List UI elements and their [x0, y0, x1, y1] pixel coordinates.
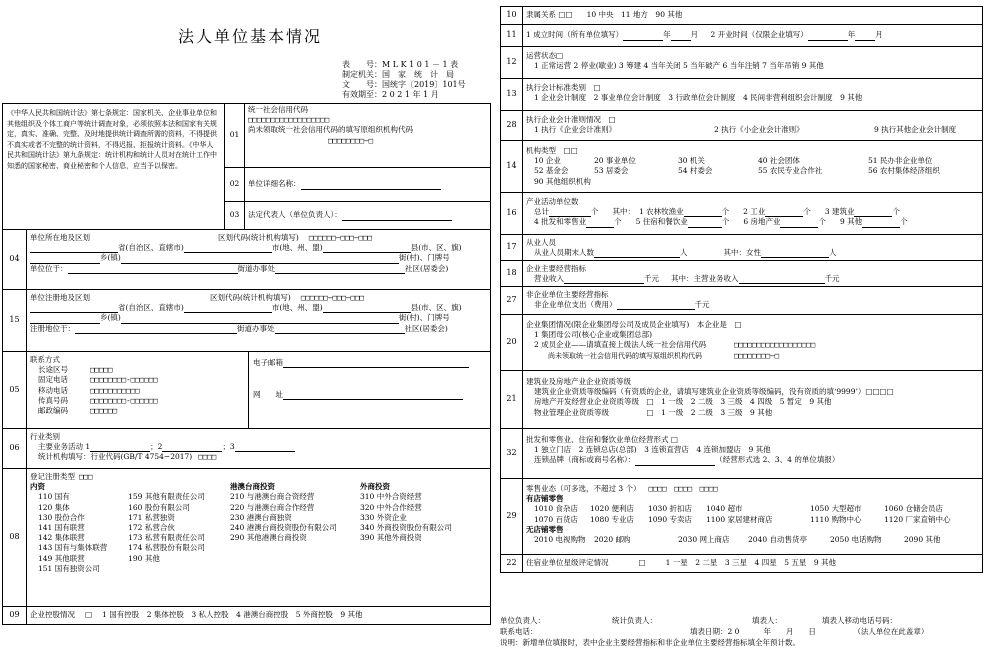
org-type-option: 20 事业单位: [594, 156, 636, 166]
industry-option: 2 工业: [743, 207, 766, 217]
holding-box[interactable]: □: [85, 610, 93, 620]
reg-type-option: 240 港澳台商投资股份有限公司: [230, 523, 337, 533]
industry-option: 3 建筑业: [824, 207, 855, 217]
meta-line: 表 号：M L K 1 0 1 － 1 表: [342, 60, 459, 69]
row-number: 02: [225, 168, 245, 202]
activity-units-cell: [523, 193, 983, 235]
unit-label: 个: [892, 207, 900, 217]
accounting-rules-option: 9 执行其他企业会计制度: [874, 125, 957, 135]
reg-province-label: 省(自治区、直辖市): [118, 303, 184, 313]
location-label: 单位所在地及区划: [30, 233, 90, 242]
reg-type-option: 330 外资企业: [360, 512, 407, 522]
business-form-options: 1 独立门店 2 连锁总店(总部) 3 连锁直营店 4 连锁加盟店 9 其他: [534, 445, 771, 455]
affiliation-cell: [523, 7, 983, 25]
reg-type-option: 120 集体: [38, 502, 70, 512]
county-field[interactable]: [323, 244, 411, 253]
county-label: 县(市、区、旗): [410, 243, 462, 253]
legal-rep-field[interactable]: [342, 212, 452, 221]
org-type-option: 51 民办非企业单位: [868, 156, 933, 166]
unit-name-cell: [245, 168, 491, 202]
domestic-heading: 内资: [30, 482, 45, 492]
business-form-label[interactable]: 批发和零售业、住宿和餐饮业单位经营形式 □: [526, 435, 678, 444]
postcode-boxes[interactable]: □□□□□□: [90, 406, 118, 416]
holding-label: 企业控股情况: [30, 610, 75, 620]
founding-time-cell: [523, 25, 983, 47]
reg-type-option: 230 港澳台商独资: [230, 512, 292, 522]
activity-3-label: ；3: [222, 442, 235, 452]
affiliation-label[interactable]: 隶属关系 □□: [526, 10, 573, 20]
meta-line: 有效期至：2 0 2 1 年 1 月: [342, 90, 439, 99]
industry-cell: [27, 429, 491, 469]
female-field[interactable]: [761, 249, 829, 258]
retail-option: 1110 购物中心: [810, 514, 862, 524]
registration-type-cell: [27, 469, 491, 607]
operation-status-label[interactable]: 运营状态□: [526, 51, 564, 60]
reg-town-label: 乡(镇): [100, 313, 121, 323]
reg-subdistrict-field[interactable]: [75, 325, 237, 334]
left-form-table-lower: [2, 229, 491, 625]
group-option: 1 集团母公司(核心企业或集团总部): [534, 330, 653, 340]
accounting-rules-label[interactable]: 执行企业会计准则情况 □: [526, 115, 616, 124]
reg-region-code-label: 区划代码(统计机构填写): [210, 293, 291, 302]
retail-option: 1100 家居建材商店: [706, 514, 773, 524]
brand-field[interactable]: [635, 457, 715, 466]
group-cell: [523, 315, 983, 371]
email-label: 电子邮箱: [253, 358, 283, 367]
subdistrict-label: 街道办事处: [237, 263, 275, 273]
contact-label: 联系方式: [30, 355, 60, 364]
row-number: 12: [501, 47, 523, 79]
hk-macao-taiwan-heading: 港澳台商投资: [230, 482, 275, 492]
activity-units-label: 产业活动单位数: [526, 197, 579, 206]
industry-label: 行业类别: [30, 432, 60, 441]
row-number: 20: [501, 315, 523, 371]
industry-count-field[interactable]: [780, 219, 818, 228]
parent-credit-code-boxes[interactable]: □□□□□□□□□□□□□□□□□□: [734, 340, 816, 350]
reg-type-option: 172 私营合伙: [128, 523, 175, 533]
filler-mobile-label: 填表人移动电话号码：: [822, 616, 897, 625]
year-label: 年: [663, 30, 671, 40]
row-number: 04: [3, 230, 27, 290]
industry-count-field[interactable]: [862, 219, 900, 228]
group-option: 2 成员企业——请填直接上级法人统一社会信用代码: [534, 340, 707, 350]
email-field[interactable]: [283, 359, 469, 368]
foreign-heading: 外商投资: [360, 482, 390, 492]
female-label: 其中：女性: [723, 248, 761, 258]
holding-cell: [27, 607, 491, 625]
opening-year-field[interactable]: [808, 32, 848, 41]
unit-label: 个: [721, 207, 730, 217]
reg-town-field[interactable]: [30, 315, 100, 324]
row-number: 16: [501, 193, 523, 235]
industry-option: 5 住宿和餐饮业: [635, 217, 688, 227]
reg-type-option: 174 私营股份有限公司: [128, 543, 205, 553]
non-store-retail-heading: 无店铺零售: [526, 524, 564, 534]
org-type-option: 10 企业: [534, 156, 561, 166]
reg-community-field[interactable]: [275, 325, 405, 334]
unit-label: 个: [591, 207, 599, 217]
main-revenue-field[interactable]: [739, 275, 825, 284]
parent-org-code-boxes[interactable]: □□□□□□□□—□: [734, 350, 780, 360]
reg-subdistrict-label: 街道办事处: [237, 323, 275, 333]
construction-qualification[interactable]: 建筑业企业资质等级编码（有资质的企业，请填写建筑业企业资质等级编码，没有资质的填‘9999’）□□□□: [534, 387, 894, 397]
row-number: 05: [3, 352, 27, 429]
of-which-label: 其中：: [612, 207, 635, 217]
mobile-boxes[interactable]: □□□□□□□□□□□: [90, 385, 140, 395]
community-field[interactable]: [275, 265, 405, 274]
street-field[interactable]: [121, 255, 399, 264]
street-label: 街(村)、门牌号: [398, 253, 450, 263]
registered-location-cell: [27, 290, 491, 352]
row-number: 17: [501, 235, 523, 261]
industry-count-field[interactable]: [688, 219, 722, 228]
unit-name-field[interactable]: [301, 181, 441, 190]
city-field[interactable]: [184, 244, 272, 253]
row-number: 14: [501, 141, 523, 193]
month-label: 月: [875, 30, 883, 40]
area-code-boxes[interactable]: □□□□□: [90, 365, 113, 375]
non-enterprise-label: 非企业单位主要经营指标: [526, 290, 609, 299]
reg-type-option: 220 与港澳台商合作经营: [230, 502, 315, 512]
reg-street-field[interactable]: [121, 315, 399, 324]
unit-head-label: 单位负责人：: [500, 616, 545, 625]
industry-code-label: 统计机构填写：行业代码(GB/T 4754−2017): [38, 452, 193, 462]
region-code-boxes[interactable]: □□□□□□—□□□—□□□: [308, 233, 373, 242]
reg-type-option: 310 中外合资经营: [360, 492, 422, 502]
reg-type-option: 110 国有: [38, 492, 70, 502]
row-number: 06: [3, 429, 27, 469]
area-code-label: 长途区号: [38, 365, 68, 375]
affiliation-options: 10 中央 11 地方 90 其他: [586, 10, 683, 20]
row-number: 01: [225, 104, 245, 168]
industry-option: 4 批发和零售业: [534, 217, 587, 227]
reg-region-code-boxes[interactable]: □□□□□□—□□□—□□□: [300, 293, 365, 302]
retail-option: 1090 专卖店: [648, 514, 692, 524]
founding-year-field[interactable]: [623, 32, 663, 41]
unit-label: 千元: [824, 274, 840, 284]
industry-option: 9 其他: [839, 217, 863, 227]
retail-option: 1010 食杂店: [534, 504, 578, 514]
retail-option: 1120 厂家直销中心: [884, 514, 951, 524]
signature-line: [500, 616, 982, 626]
legal-rep-label: 法定代表人（单位负责人）：: [248, 210, 342, 220]
website-field[interactable]: [283, 391, 463, 400]
reg-county-field[interactable]: [323, 304, 411, 313]
unit-label: 个: [721, 217, 730, 227]
credit-code-cell: [245, 104, 491, 168]
row-number: 09: [3, 607, 27, 625]
statistics-law-notice: 《中华人民共和国统计法》第七条规定：国家机关、企业事业单位和其他组织及个体工商户等统计调查对象，必须依照本法和国家有关规定，真实、准确、完整、及时地提供统计调查所需的资料，不得提供不真实或者不完整的统计资料，不得迟报、拒报统计资料。《中华人民共和国统计法》第九条规定：统计机构和统计人员对在统计工作中知悉的国家秘密、商业秘密和个人信息，应当予以保密。: [3, 104, 225, 230]
row-number: 18: [501, 261, 523, 287]
legal-rep-cell: [245, 202, 491, 230]
reg-type-option: 290 其他港澳台商投资: [230, 533, 307, 543]
mobile-label: 移动电话: [38, 385, 68, 395]
retail-format-cell: [523, 479, 983, 555]
org-type-cell: [523, 141, 983, 193]
accounting-rules-option: 2 执行《小企业会计准则》: [714, 125, 804, 135]
row-number: 27: [501, 287, 523, 315]
reg-type-option: 210 与港澳台商合资经营: [230, 492, 315, 502]
row-number: 13: [501, 79, 523, 111]
reg-type-option: 130 股份合作: [38, 512, 85, 522]
retail-option: 2030 网上商店: [678, 535, 730, 545]
reg-type-option: 159 其他有限责任公司: [128, 492, 205, 502]
star-rating-cell: [523, 555, 983, 573]
org-type-option: 90 其他组织机构: [534, 176, 591, 186]
region-code-label: 区划代码(统计机构填写): [218, 233, 299, 242]
filler-label: 填表人：: [752, 616, 782, 625]
page-title: 法人单位基本情况: [177, 27, 322, 46]
fax-boxes[interactable]: □□□□□□□□-□□□□□□: [90, 395, 158, 405]
reg-type-option: 143 国有与集体联营: [38, 543, 108, 553]
org-type-option: 54 村委会: [678, 166, 713, 176]
retail-format-boxes[interactable]: □□□□ □□□□ □□□□: [648, 484, 718, 493]
unit-name-label: 单位详细名称：: [248, 179, 301, 189]
unit-label: 千元: [644, 274, 659, 284]
employees-cell: [523, 235, 983, 261]
employees-label: 从业人员: [526, 238, 556, 247]
qualification-cell: [523, 371, 983, 429]
reg-type-option: 173 私营有限责任公司: [128, 533, 205, 543]
industry-code-boxes[interactable]: □□□□: [198, 452, 217, 462]
retail-option: 1050 大型超市: [810, 504, 862, 514]
phone-label: 固定电话: [38, 375, 68, 385]
retail-option: 2020 邮购: [594, 535, 631, 545]
org-type-option: 52 基金会: [534, 166, 569, 176]
retail-option: 1080 专业店: [590, 514, 634, 524]
opening-label: 2 开业时间（仅限企业填写）: [710, 30, 808, 40]
located-label: 单位位于：: [30, 263, 68, 273]
town-field[interactable]: [30, 255, 100, 264]
org-type-option: 40 社会团体: [758, 156, 800, 166]
reg-located-label: 注册地位于：: [30, 323, 75, 333]
row-number: 11: [501, 25, 523, 47]
subdistrict-field[interactable]: [68, 265, 238, 274]
org-type-option: 55 农民专业合作社: [758, 166, 823, 176]
org-type-option: 53 居委会: [594, 166, 629, 176]
postcode-label: 邮政编码: [38, 406, 68, 416]
reg-type-label: 登记注册类型: [30, 472, 75, 481]
stats-head-label: 统计负责人：: [612, 616, 657, 625]
accounting-standard-cell: [523, 79, 983, 111]
unit-label: 千元: [694, 300, 710, 310]
holding-options: 1 国有控股 2 集体控股 3 私人控股 4 港澳台商控股 5 外商控股 9 其他: [102, 610, 363, 620]
row-number: 15: [3, 290, 27, 352]
operation-status-cell: [523, 47, 983, 79]
location-cell: [27, 230, 491, 290]
row-number: 08: [3, 469, 27, 607]
meta-line: 制定机关：国 家 统 计 局: [342, 70, 454, 79]
group-label[interactable]: 企业集团情况(限企业集团母公司及成员企业填写) 本企业是 □: [526, 320, 742, 329]
employees-field[interactable]: [594, 249, 680, 258]
contact-phone-label: 联系电话：: [500, 627, 538, 636]
revenue-field[interactable]: [564, 275, 644, 284]
revenue-label: 营业收入: [534, 274, 564, 284]
retail-format-label: 零售业态（可多选，不超过 3 个）: [526, 484, 641, 493]
brand-label: 连锁品牌（商标或商号名称）：: [534, 455, 636, 465]
business-indicators-label: 企业主要经营指标: [526, 264, 586, 273]
unit-label: 个: [818, 217, 826, 227]
contact-date-line: [500, 627, 982, 637]
non-enterprise-cell: [523, 287, 983, 315]
unit-label: 个: [900, 217, 908, 227]
industry-option: 6 房地产业: [743, 217, 781, 227]
reg-type-option: 390 其他外商投资: [360, 533, 422, 543]
unit-label: 个: [614, 217, 622, 227]
fill-date-label: 填表日期：2 0: [690, 627, 740, 636]
reg-location-label: 单位注册地及区划: [30, 293, 90, 302]
credit-code-label: 统一社会信用代码: [248, 105, 308, 114]
reg-county-label: 县(市、区、旗): [410, 303, 462, 313]
accounting-rules-cell: [523, 111, 983, 141]
reg-city-label: 市(地、州、盟): [271, 303, 323, 313]
business-form-cell: [523, 429, 983, 479]
reg-type-option: 171 私营独资: [128, 512, 175, 522]
retail-option: 2010 电视购物: [534, 535, 586, 545]
reg-type-option: 151 国有独资公司: [38, 563, 100, 573]
fax-label: 传真号码: [38, 395, 68, 405]
org-code-label: 尚未领取统一社会信用代码的填写原组织机构代码: [248, 125, 413, 135]
accounting-standard-options: 1 企业会计制度 2 事业单位会计制度 3 行政单位会计制度 4 民间非营利组织会计制度 9 其他: [534, 93, 863, 103]
reg-type-option: 141 国有联营: [38, 523, 85, 533]
row-number: 10: [501, 7, 523, 25]
retail-option: 1030 折扣店: [648, 504, 692, 514]
row-number: 32: [501, 429, 523, 479]
business-indicators-cell: [523, 261, 983, 287]
reg-type-option: 340 外商投资股份有限公司: [360, 523, 452, 533]
date-units: 年 月 日: [763, 627, 816, 636]
right-form-table: [500, 6, 983, 573]
meta-line: 文 号：国统字〔2019〕101号: [342, 80, 466, 89]
row-number: 22: [501, 555, 523, 573]
credit-code-boxes[interactable]: □□□□□□□□□□□□□□□□□□: [248, 115, 330, 125]
year-label: 年: [847, 30, 856, 40]
activity-3-field[interactable]: [235, 443, 295, 452]
org-type-label[interactable]: 机构类型 □□: [526, 146, 578, 155]
industry-option: 1 农林牧渔业: [639, 207, 684, 217]
retail-option: 2050 电话购物: [830, 535, 882, 545]
province-label: 省(自治区、直辖市): [118, 243, 184, 253]
expense-label: 非企业单位支出（费用）: [534, 300, 617, 310]
reg-type-boxes[interactable]: □□□: [79, 472, 93, 481]
unit-label: 个: [803, 207, 811, 217]
reg-city-field[interactable]: [184, 304, 272, 313]
founding-month-field[interactable]: [671, 32, 691, 41]
reg-type-option: 149 其他联营: [38, 553, 85, 563]
org-type-option: 30 机关: [678, 156, 705, 166]
accounting-rules-option: 1 执行《企业会计准则》: [534, 125, 617, 135]
parent-org-code-label: 尚未领取统一社会信用代码的填写原组织机构代码: [548, 351, 702, 360]
employees-count-label: 从业人员期末人数: [534, 248, 594, 258]
reg-type-option: 190 其他: [128, 553, 160, 563]
total-label: 总计: [534, 207, 549, 217]
reg-type-option: 160 股份有限公司: [128, 502, 190, 512]
qualification-label: 建筑业及房地产业企业资质等级: [526, 377, 631, 386]
unit-label: 人: [680, 248, 688, 258]
real-estate-qualification[interactable]: 房地产开发经营业企业资质等级 □ 1 一级 2 二级 3 三级 4 四级 5 暂定 9 其他: [534, 397, 832, 407]
row-number: 29: [501, 479, 523, 555]
unit-label: 人: [829, 248, 837, 258]
accounting-standard-label[interactable]: 执行会计标准类别 □: [526, 83, 601, 92]
opening-month-field[interactable]: [855, 32, 875, 41]
operation-status-options: 1 正常运营 2 停业(歇业) 3 筹建 4 当年关闭 5 当年破产 6 当年注销 7 当年吊销 9 其他: [534, 61, 824, 71]
row-number: 03: [225, 202, 245, 230]
reg-type-option: 142 集体联营: [38, 533, 85, 543]
star-rating-options: 1 一星 2 二星 3 三星 4 四星 5 五星 9 其他: [665, 558, 837, 568]
community-label: 社区(居委会): [405, 263, 449, 273]
store-retail-heading: 有店铺零售: [526, 494, 564, 504]
industry-count-field[interactable]: [684, 208, 722, 217]
town-label: 乡(镇): [100, 253, 121, 263]
founding-label: 1 成立时间（所有单位填写）: [526, 30, 624, 40]
org-type-option: 56 农村集体经济组织: [868, 166, 940, 176]
main-revenue-label: 其中：主营业务收入: [671, 274, 739, 284]
website-label: 网 址: [253, 390, 283, 400]
industry-count-field[interactable]: [586, 219, 614, 228]
retail-option: 1040 超市: [706, 504, 743, 514]
expense-field[interactable]: [617, 301, 695, 310]
retail-option: 1020 便利店: [590, 504, 634, 514]
activity-2-label: ；2: [150, 442, 163, 452]
star-rating-label: 住宿业单位星级评定情况: [526, 558, 609, 568]
retail-option: 2040 自动售货亭: [748, 535, 807, 545]
row-number: 28: [501, 111, 523, 141]
activity-1-label: 主要业务活动 1: [38, 442, 91, 452]
phone-boxes[interactable]: □□□□□□□□-□□□□□□: [90, 375, 158, 385]
retail-option: 2090 其他: [904, 535, 941, 545]
seal-label: （法人单位在此盖章）: [853, 627, 929, 636]
org-code-boxes[interactable]: □□□□□□□□—□: [328, 135, 374, 145]
retail-option: 1070 百货店: [534, 514, 578, 524]
left-form-table: [2, 103, 491, 230]
brand-note: （经营形式选 2、3、4 的单位填报）: [715, 455, 840, 465]
property-qualification[interactable]: 物业管理企业资质等级 □ 1 一级 2 二级 3 三级 9 其他: [534, 407, 773, 417]
star-rating-box[interactable]: □: [638, 558, 646, 568]
contact-cell: [27, 352, 491, 429]
footnote: 说明：新增单位填报时，表中企业主要经营指标和非企业单位主要经营指标填全年预计数。: [500, 638, 800, 647]
retail-option: 1060 仓储会员店: [884, 504, 943, 514]
city-label: 市(地、州、盟): [271, 243, 323, 253]
month-label: 月: [690, 30, 699, 40]
reg-community-label: 社区(居委会): [404, 323, 448, 333]
row-number: 21: [501, 371, 523, 429]
reg-type-option: 320 中外合作经营: [360, 502, 422, 512]
reg-street-label: 街(村)、门牌号: [398, 313, 450, 323]
